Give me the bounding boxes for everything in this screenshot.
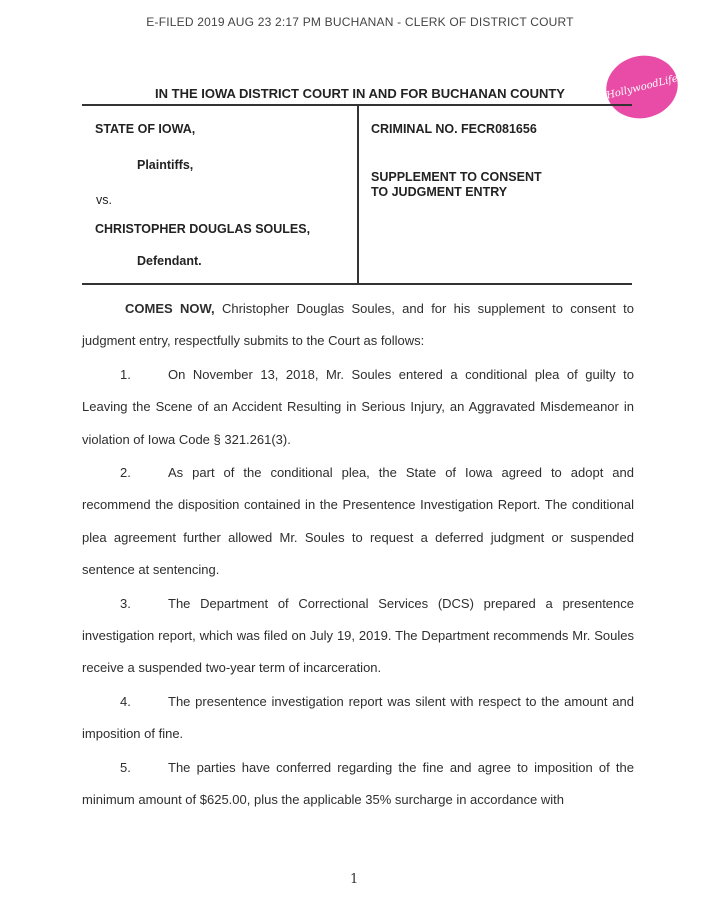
- caption-defendant-name: CHRISTOPHER DOUGLAS SOULES,: [95, 222, 311, 236]
- paragraph-5: [82, 752, 634, 817]
- paragraph-text: On November 13, 2018, Mr. Soules entered a conditional plea of guilty to Leaving the Scene of an Accident Resulting in Serious Injury, an Aggravated Misdemeanor in violation of Iowa Code § 321.261(3).: [82, 366, 634, 447]
- intro-text: Christopher Douglas Soules, and for his supplement to consent to judgment entry, respectfully submits to the Court as follows:: [82, 301, 634, 349]
- paragraph-1: [82, 359, 634, 456]
- paragraph-number: 4.: [120, 693, 131, 709]
- caption-vs: vs.: [96, 193, 112, 207]
- paragraph-text: The parties have conferred regarding the fine and agree to imposition of the minimum amount of $625.00, plus the applicable 35% surcharge in accordance with: [82, 759, 634, 808]
- paragraph-3: [82, 588, 634, 685]
- document-title-line-1: SUPPLEMENT TO CONSENT: [371, 170, 542, 184]
- court-title: IN THE IOWA DISTRICT COURT IN AND FOR BUCHANAN COUNTY: [155, 86, 565, 101]
- paragraph-number: 2.: [120, 465, 131, 481]
- page-number: 1: [350, 872, 359, 887]
- paragraph-number: 3.: [120, 595, 131, 611]
- paragraph-text: The presentence investigation report was silent with respect to the amount and imposition of fine.: [82, 693, 634, 742]
- document-title: [371, 170, 621, 200]
- efiled-header: E-FILED 2019 AUG 23 2:17 PM BUCHANAN - CLERK OF DISTRICT COURT: [146, 15, 574, 29]
- document-body: [82, 293, 634, 817]
- paragraph-text: The Department of Correctional Services (DCS) prepared a presentence investigation report, which was filed on July 19, 2019. The Department recommends Mr. Soules receive a suspended two-year term of incarceration.: [82, 595, 634, 676]
- paragraph-2: [82, 457, 634, 587]
- paragraph-number: 5.: [120, 759, 131, 775]
- caption-state: STATE OF IOWA,: [95, 122, 196, 136]
- paragraph-text: As part of the conditional plea, the State of Iowa agreed to adopt and recommend the disposition contained in the Presentence Investigation Report. The conditional plea agreement further allowed Mr. Soules to request a deferred judgment or suspended sentence at sentencing.: [82, 465, 634, 578]
- caption-divider: [357, 105, 359, 283]
- paragraph-4: [82, 686, 634, 751]
- document-title-line-2: TO JUDGMENT ENTRY: [371, 185, 508, 199]
- case-number: CRIMINAL NO. FECR081656: [371, 122, 537, 136]
- paragraph-number: 1.: [120, 366, 131, 382]
- badge-text: HollywoodLife: [605, 72, 679, 102]
- intro-paragraph: [82, 293, 634, 358]
- caption-defendant-label: Defendant.: [137, 254, 202, 268]
- intro-bold: COMES NOW,: [125, 301, 215, 316]
- caption-plaintiffs: Plaintiffs,: [137, 158, 194, 172]
- caption-bottom-rule: [82, 283, 632, 285]
